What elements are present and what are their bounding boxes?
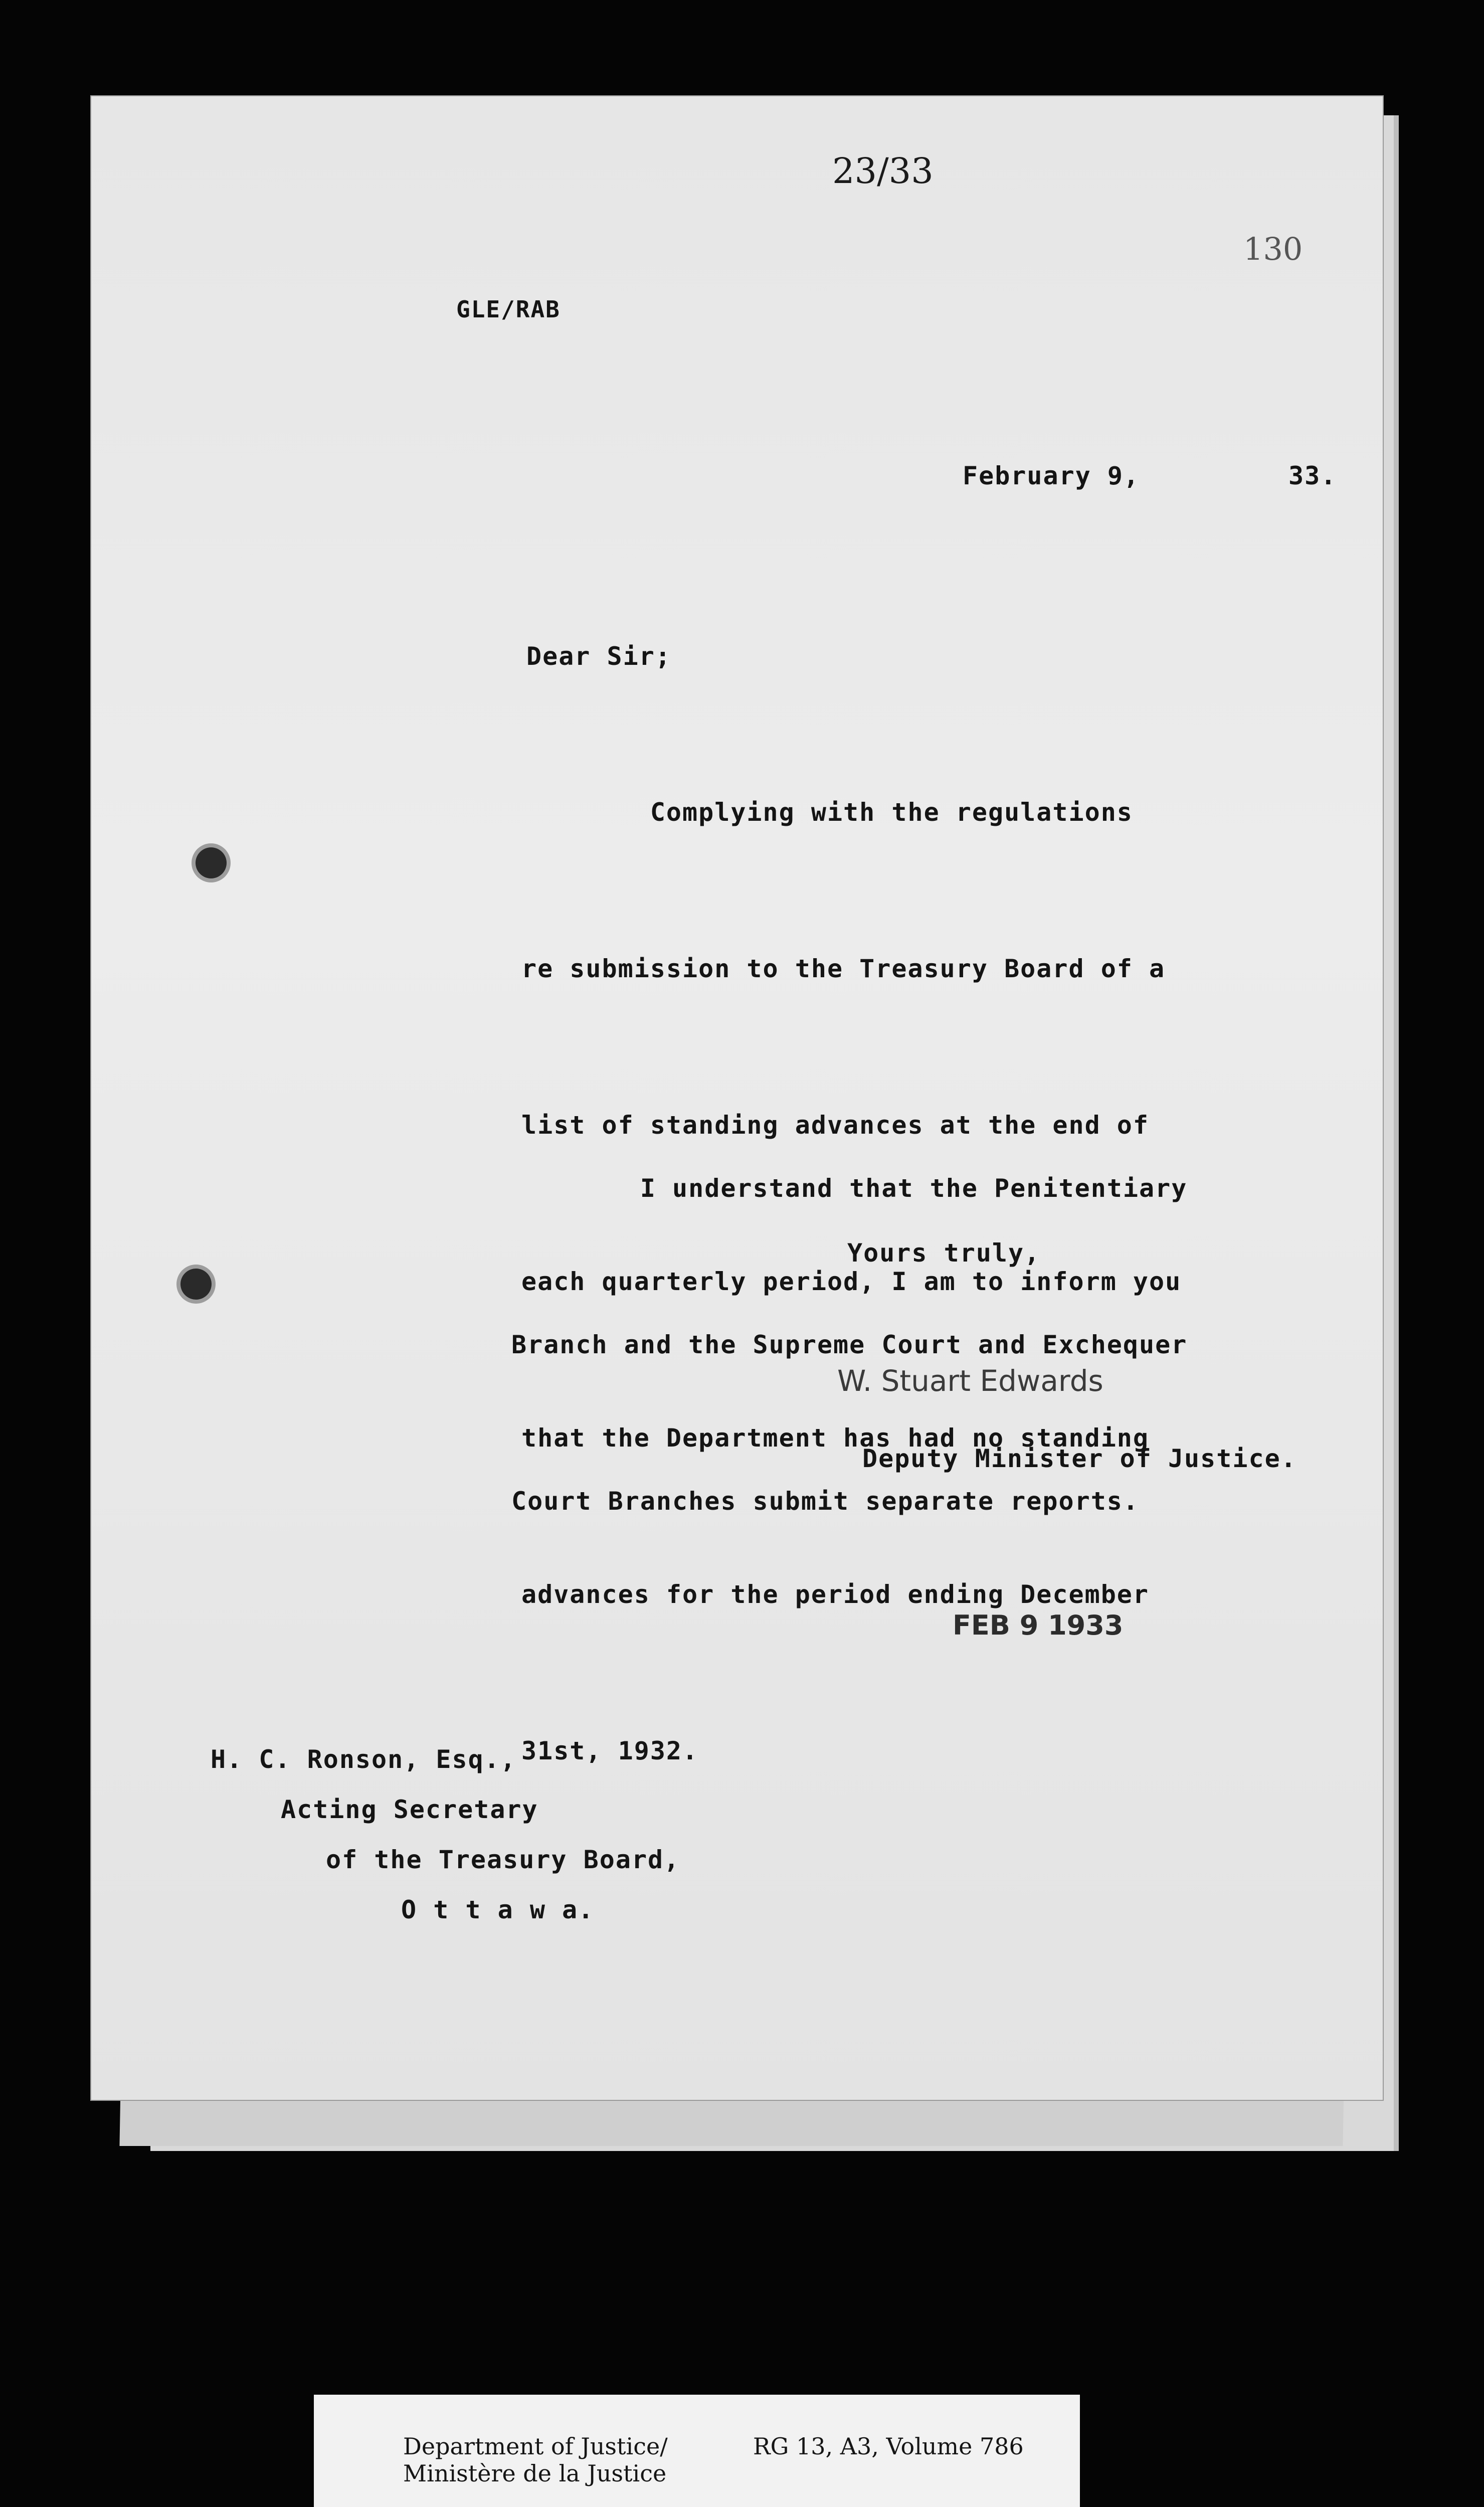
received-date-stamp: FEB 9 1933	[953, 1609, 1124, 1641]
page-number: 130	[1243, 231, 1303, 267]
addressee-line: O t t a w a.	[401, 1895, 595, 1924]
closing: Yours truly,	[847, 1238, 1041, 1268]
addressee-line: of the Treasury Board,	[326, 1845, 680, 1874]
body-line: advances for the period ending December	[521, 1580, 1149, 1609]
body-line: Branch and the Supreme Court and Exchequer	[511, 1330, 1188, 1359]
salutation: Dear Sir;	[526, 642, 671, 671]
body-line: that the Department has had no standing	[521, 1423, 1149, 1453]
body-line: Court Branches submit separate reports.	[511, 1487, 1139, 1516]
body-line: each quarterly period, I am to inform you	[521, 1267, 1182, 1296]
punch-hole-bottom	[180, 1269, 212, 1300]
letter-date: February 9,	[963, 461, 1140, 490]
addressee-line: H. C. Ronson, Esq.,	[211, 1745, 516, 1774]
body-line: list of standing advances at the end of	[521, 1111, 1149, 1140]
body-line: re submission to the Treasury Board of a	[521, 954, 1166, 983]
record-group-reference: RG 13, A3, Volume 786	[753, 2433, 1024, 2460]
body-line: I understand that the Penitentiary	[511, 1174, 1188, 1203]
letter-page	[90, 95, 1384, 2101]
letter-date-year: 33.	[1288, 461, 1337, 490]
department-line-2: Ministère de la Justice	[403, 2460, 667, 2487]
signer-title: Deputy Minister of Justice.	[862, 1444, 1297, 1473]
signature: W. Stuart Edwards	[837, 1364, 1103, 1398]
reference-initials: GLE/RAB	[456, 296, 561, 323]
body-line: 31st, 1932.	[521, 1736, 699, 1765]
department-line-1: Department of Justice/	[403, 2433, 668, 2460]
file-number: 23/33	[832, 150, 934, 192]
body-line: Complying with the regulations	[521, 798, 1133, 827]
letter-body-paragraph-2	[511, 1058, 1187, 1632]
archive-reference-label	[314, 2395, 1080, 2507]
punch-hole-top	[196, 847, 227, 878]
addressee-line: Acting Secretary	[281, 1795, 538, 1824]
